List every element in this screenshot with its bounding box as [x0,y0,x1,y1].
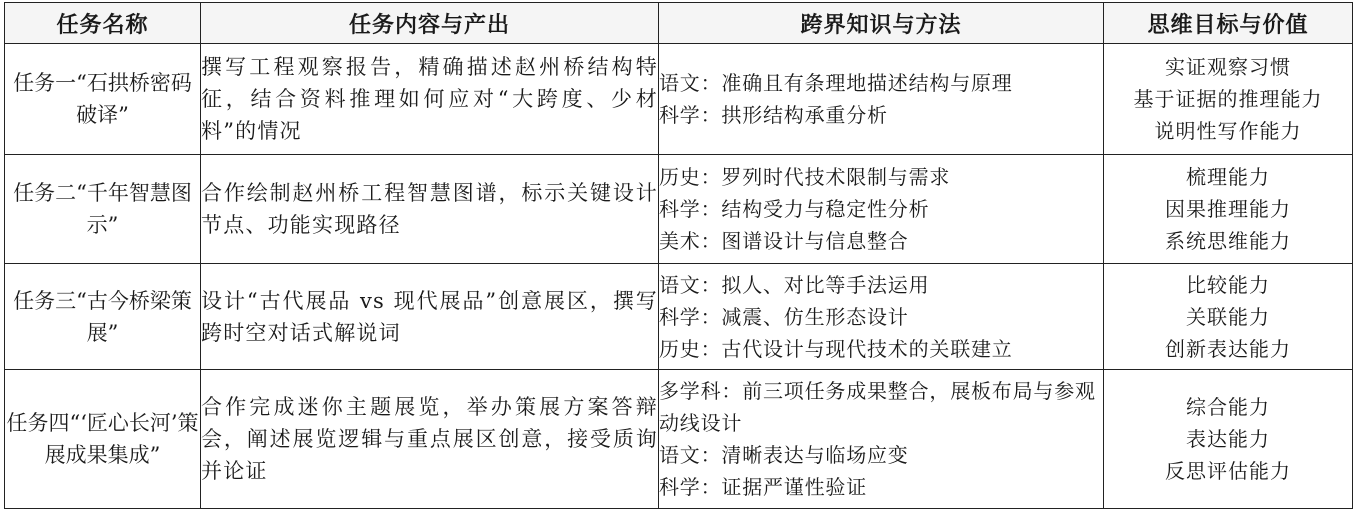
goal-line: 系统思维能力 [1165,229,1291,253]
table-row [5,264,1353,370]
goal-line: 综合能力 [1186,395,1270,419]
knowledge-line: 语文：清晰表达与临场应变 [659,443,909,467]
goals-cell [1104,155,1353,264]
knowledge-line: 语文：准确且有条理地描述结构与原理 [659,71,1013,95]
task-content-cell: 设计“古代展品 vs 现代展品”创意展区，撰写跨时空对话式解说词 [201,264,659,370]
knowledge-cell [659,370,1104,509]
goal-line: 反思评估能力 [1165,459,1291,483]
knowledge-line: 历史：罗列时代技术限制与需求 [659,165,951,189]
table-row [5,44,1353,155]
knowledge-line: 多学科：前三项任务成果整合，展板布局与参观动线设计 [659,379,1096,435]
knowledge-cell [659,155,1104,264]
goals-cell [1104,370,1353,509]
task-name-cell: 任务二“千年智慧图示” [5,155,201,264]
knowledge-cell [659,264,1104,370]
task-content-cell: 合作完成迷你主题展览，举办策展方案答辩会，阐述展览逻辑与重点展区创意，接受质询并论证 [201,370,659,509]
goal-line: 创新表达能力 [1165,336,1291,361]
knowledge-cell [659,44,1104,155]
task-content-cell: 撰写工程观察报告，精确描述赵州桥结构特征，结合资料推理如何应对“大跨度、少材料”的情况 [201,44,659,155]
goal-line: 关联能力 [1186,304,1270,329]
table-header-row [5,3,1353,44]
task-name-cell: 任务四“‘匠心长河’策展成果集成” [5,370,201,509]
goal-line: 实证观察习惯 [1165,55,1291,79]
goal-line: 比较能力 [1186,272,1270,297]
goal-line: 基于证据的推理能力 [1133,87,1323,111]
knowledge-line: 科学：结构受力与稳定性分析 [659,197,930,221]
table-row [5,370,1353,509]
header-cross-knowledge: 跨界知识与方法 [659,3,1104,44]
knowledge-line: 美术：图谱设计与信息整合 [659,229,909,253]
task-design-table [4,2,1353,509]
knowledge-line: 科学：证据严谨性验证 [659,475,867,499]
knowledge-line: 科学：减震、仿生形态设计 [659,304,909,329]
goal-line: 因果推理能力 [1165,197,1291,221]
goals-cell [1104,264,1353,370]
table-row [5,155,1353,264]
goal-line: 梳理能力 [1186,165,1270,189]
task-table-container [4,2,1352,507]
header-thinking-goals: 思维目标与价值 [1104,3,1353,44]
header-task-name: 任务名称 [5,3,201,44]
task-content-cell: 合作绘制赵州桥工程智慧图谱，标示关键设计节点、功能实现路径 [201,155,659,264]
goal-line: 表达能力 [1186,427,1270,451]
task-name-cell: 任务三“古今桥梁策展” [5,264,201,370]
header-task-content: 任务内容与产出 [201,3,659,44]
task-name-cell: 任务一“石拱桥密码破译” [5,44,201,155]
knowledge-line: 科学：拱形结构承重分析 [659,103,888,127]
goals-cell [1104,44,1353,155]
knowledge-line: 语文：拟人、对比等手法运用 [659,272,930,297]
goal-line: 说明性写作能力 [1154,119,1302,143]
knowledge-line: 历史：古代设计与现代技术的关联建立 [659,336,1013,361]
